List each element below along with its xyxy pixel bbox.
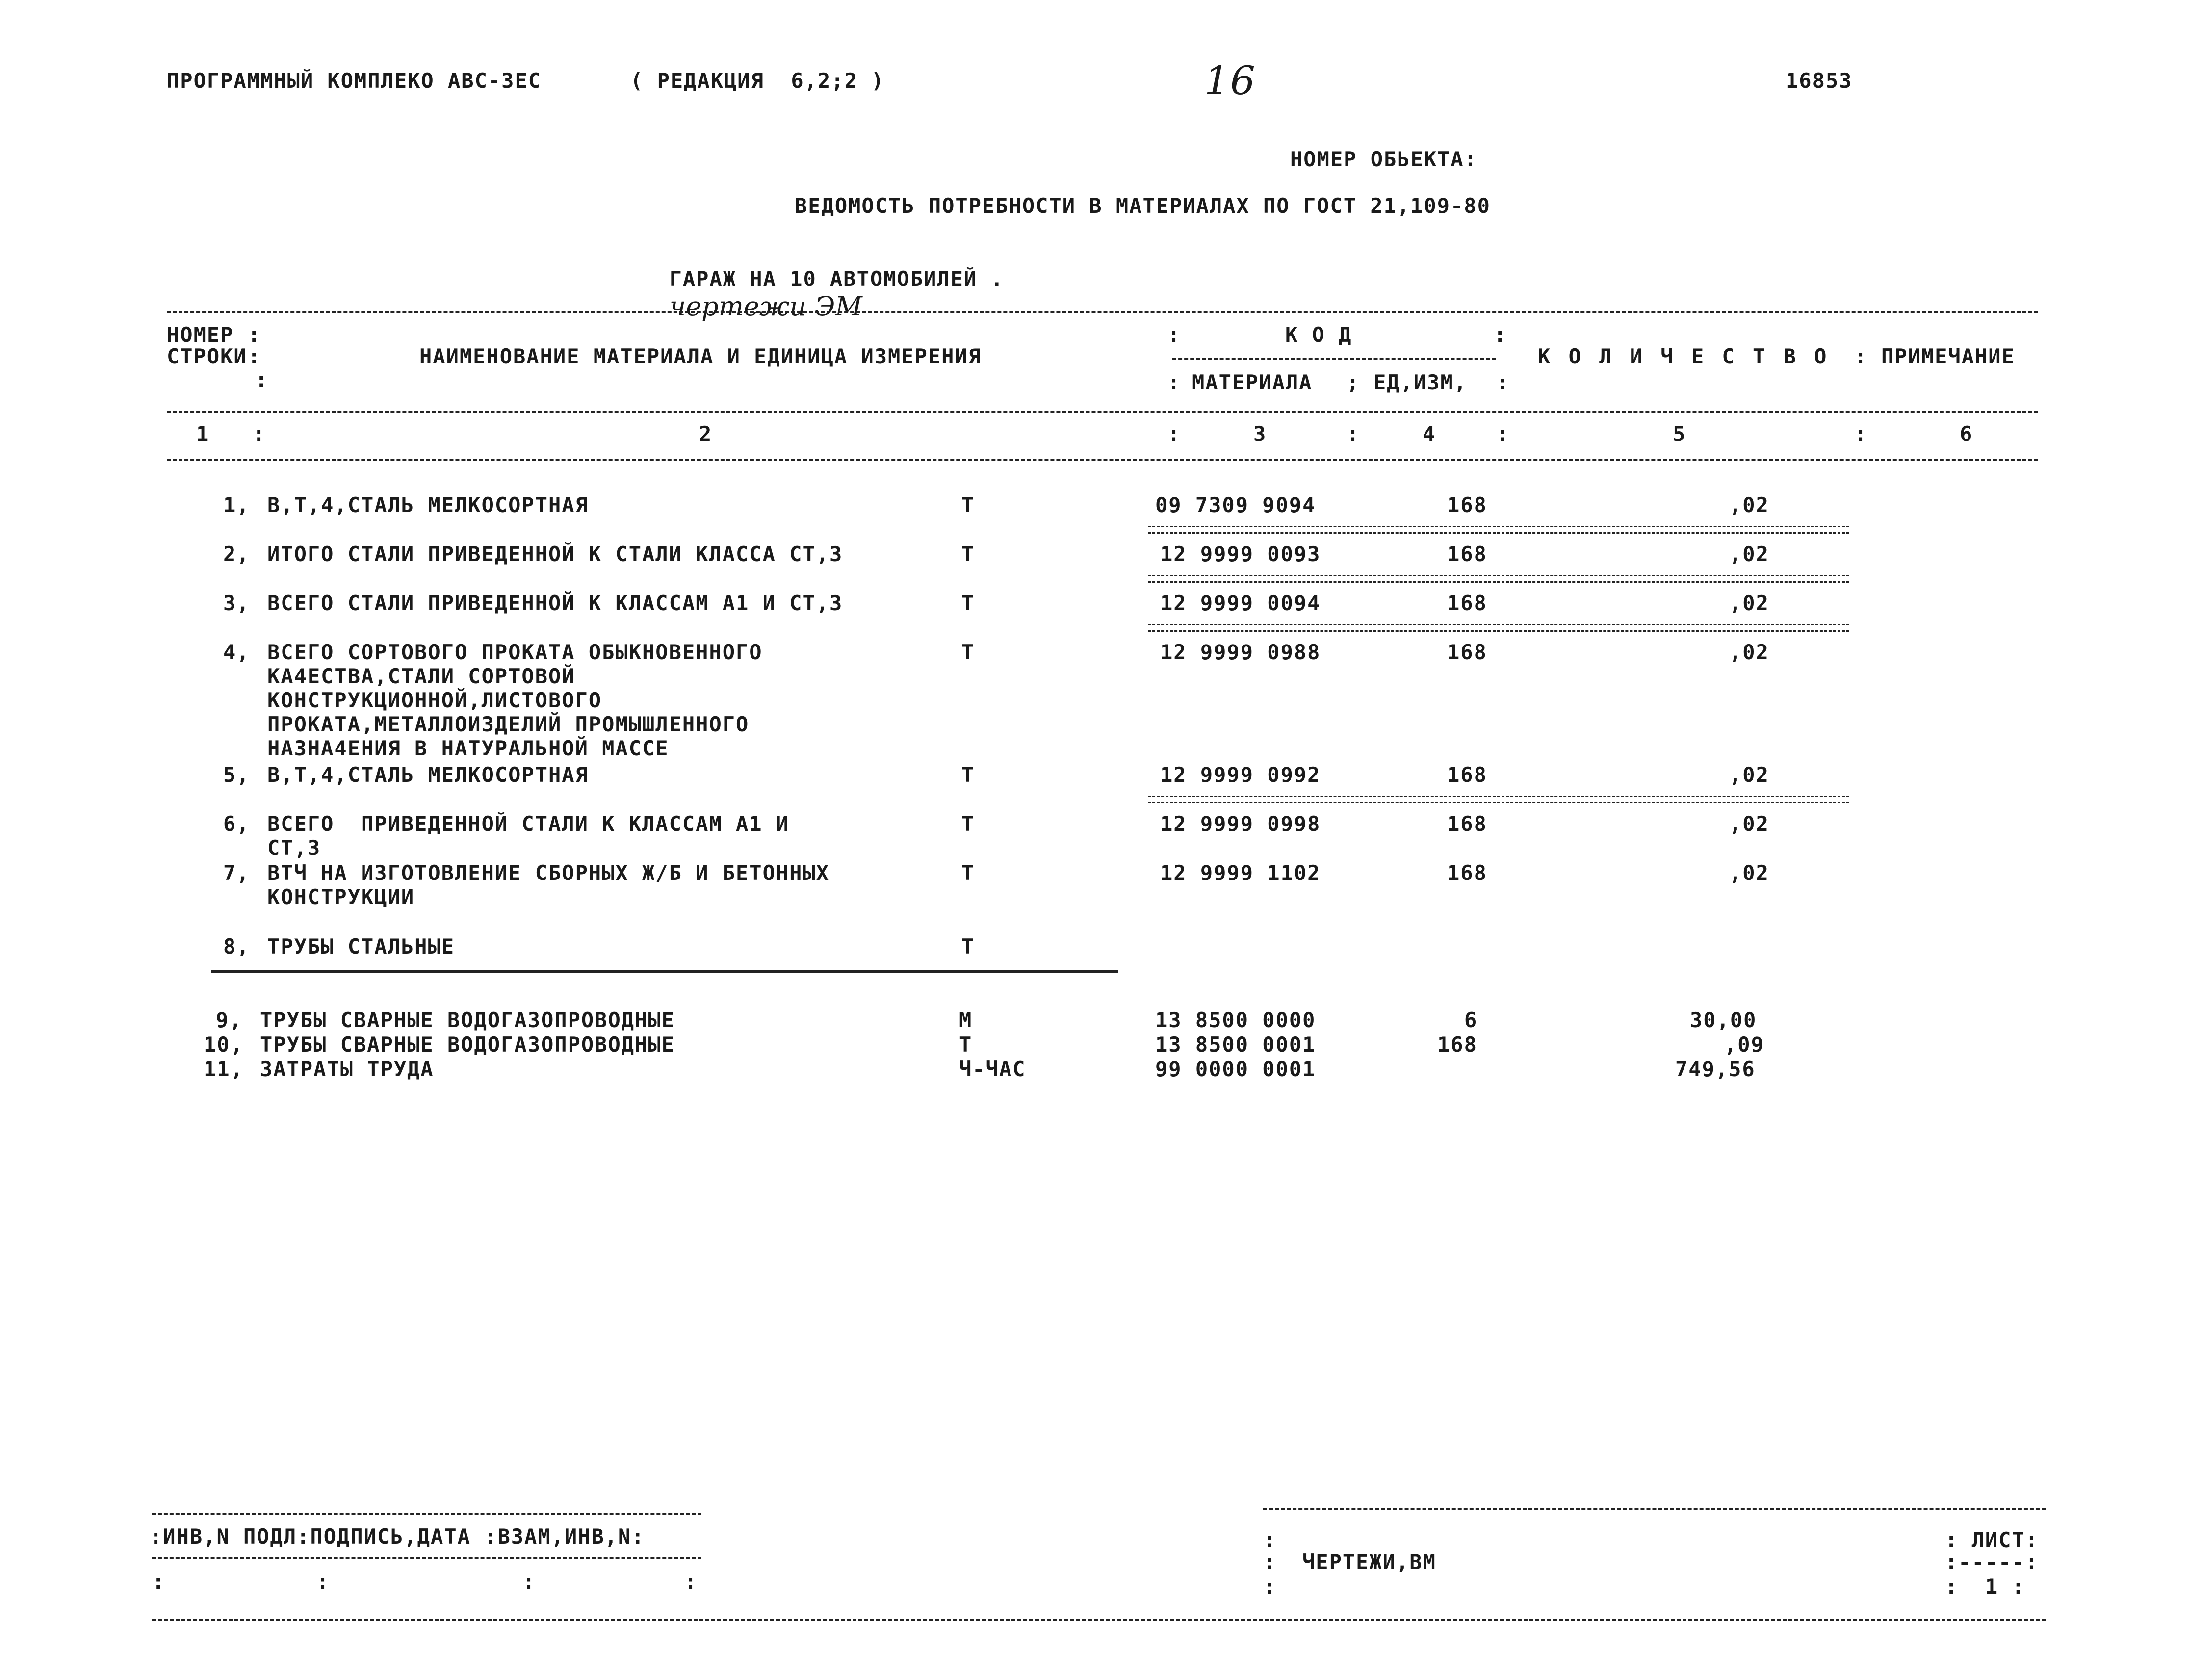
quantity: ,02 xyxy=(1729,861,1769,885)
footer-left-labels: :ИНВ,N ПОДЛ:ПОДПИСЬ,ДАТА :ВЗАМ,ИНВ,N: xyxy=(150,1525,645,1549)
sheet-number: 1 xyxy=(1985,1575,1999,1599)
unit: Т xyxy=(961,493,975,517)
col-sep: ; xyxy=(1347,370,1360,394)
unit-code: 168 xyxy=(1447,812,1487,836)
page-title: ВЕДОМОСТЬ ПОТРЕБНОСТИ В МАТЕРИАЛАХ ПО ГОСТ 21,109-80 xyxy=(795,194,1491,218)
row-number: 6, xyxy=(223,812,250,836)
code-sub-rule xyxy=(1172,358,1496,360)
col-sep: : xyxy=(1496,370,1510,394)
unit: Т xyxy=(961,763,975,787)
unit: Т xyxy=(959,1033,973,1057)
col-sep: : xyxy=(1167,370,1181,394)
inv-label: ИНВ,N ПОДЛ xyxy=(163,1525,297,1549)
footer-left-top-rule xyxy=(152,1513,701,1515)
col-note-header: ПРИМЕЧАНИЕ xyxy=(1881,344,2015,368)
material-code: 12 9999 0094 xyxy=(1160,591,1321,615)
unit: Т xyxy=(961,861,975,885)
quantity: ,02 xyxy=(1729,640,1769,664)
col-sep: : xyxy=(248,344,261,368)
subtitle xyxy=(643,243,1004,322)
material-name-line: КА4ЕСТВА,СТАЛИ СОРТОВОЙ xyxy=(267,664,575,688)
material-code: 12 9999 0988 xyxy=(1160,640,1321,664)
material-code: 12 9999 0998 xyxy=(1160,812,1321,836)
unit: Т xyxy=(961,591,975,615)
material-name xyxy=(267,812,789,860)
col-sep: : xyxy=(1494,323,1507,347)
col-sep: : xyxy=(1854,344,1868,368)
material-code: 99 0000 0001 xyxy=(1155,1057,1316,1081)
row-number: 8, xyxy=(223,934,250,958)
row-number: 9, xyxy=(216,1008,243,1032)
quantity: 749,56 xyxy=(1675,1057,1756,1081)
row-number: 11, xyxy=(204,1057,244,1081)
unit-code: 168 xyxy=(1437,1033,1477,1057)
material-code: 12 9999 0992 xyxy=(1160,763,1321,787)
handwritten-page-number: 16 xyxy=(1204,58,1256,103)
col-sep: : xyxy=(1167,323,1181,347)
material-name-line: ВСЕГО ПРИВЕДЕННОЙ СТАЛИ К КЛАССАМ А1 И xyxy=(267,812,790,836)
unit-code: 168 xyxy=(1447,640,1487,664)
edition: ( РЕДАКЦИЯ 6,2;2 ) xyxy=(630,69,885,93)
material-name-line: СТ,3 xyxy=(267,836,321,860)
col-num-4: 4 xyxy=(1423,422,1436,446)
col-sep: : xyxy=(1263,1550,1277,1574)
material-name-line: КОНСТРУКЦИИ xyxy=(267,885,415,909)
col-num-5: 5 xyxy=(1673,422,1686,446)
subtitle-printed: ГАРАЖ НА 10 АВТОМОБИЛЕЙ . xyxy=(669,267,1004,291)
sheet-label: : ЛИСТ: xyxy=(1945,1528,2039,1552)
col-num-3: 3 xyxy=(1253,422,1267,446)
footer-bottom-rule xyxy=(152,1619,2046,1621)
row-number: 10, xyxy=(204,1033,244,1057)
material-name: В,Т,4,СТАЛЬ МЕЛКОСОРТНАЯ xyxy=(267,763,589,787)
unit: М xyxy=(959,1008,973,1032)
material-code: 13 8500 0000 xyxy=(1155,1008,1316,1032)
quantity: 30,00 xyxy=(1690,1008,1757,1032)
material-name xyxy=(267,861,829,909)
material-name-line: ПРОКАТА,МЕТАЛЛОИЗДЕЛИЙ ПРОМЫШЛЕННОГО xyxy=(267,712,750,736)
unit: Т xyxy=(961,812,975,836)
col-sep: : xyxy=(1347,422,1360,446)
quantity: ,02 xyxy=(1729,542,1769,566)
row-number: 3, xyxy=(223,591,250,615)
material-name: ТРУБЫ СВАРНЫЕ ВОДОГАЗОПРОВОДНЫЕ xyxy=(260,1033,675,1057)
material-name-line: НАЗНА4ЕНИЯ В НАТУРАЛЬНОЙ МАССЕ xyxy=(267,736,669,760)
col-num-1: 1 xyxy=(196,422,210,446)
sheet-number-cell: : 1 : xyxy=(1945,1575,2025,1599)
col-sep: : xyxy=(1854,422,1868,446)
material-name: ИТОГО СТАЛИ ПРИВЕДЕННОЙ К СТАЛИ КЛАССА СТ,3 xyxy=(267,542,843,566)
header-mid-rule xyxy=(167,411,2038,413)
col-num-2: 2 xyxy=(699,422,713,446)
col-sep: : xyxy=(248,323,261,347)
header-bottom-rule xyxy=(167,459,2038,461)
program-name: ПРОГРАММНЫЙ КОМПЛЕКО АВС-ЗЕС xyxy=(167,69,542,93)
unit-code: 168 xyxy=(1447,591,1487,615)
row-number: 4, xyxy=(223,640,250,664)
double-rule xyxy=(1148,796,1849,803)
row-number: 5, xyxy=(223,763,250,787)
col-sep: : xyxy=(1496,422,1510,446)
unit-code: 168 xyxy=(1447,493,1487,517)
quantity: ,02 xyxy=(1729,591,1769,615)
col-material-header: МАТЕРИАЛА xyxy=(1192,370,1313,394)
unit: Т xyxy=(961,640,975,664)
unit-code: 168 xyxy=(1447,861,1487,885)
material-name: В,Т,4,СТАЛЬ МЕЛКОСОРТНАЯ xyxy=(267,493,589,517)
col-row-number-l1: НОМЕР xyxy=(167,323,234,347)
footer-right-top-rule xyxy=(1263,1508,2046,1510)
material-code: 12 9999 0093 xyxy=(1160,542,1321,566)
material-code: 09 7309 9094 xyxy=(1155,493,1316,517)
row-number: 1, xyxy=(223,493,250,517)
material-name-line: КОНСТРУКЦИОННОЙ,ЛИСТОВОГО xyxy=(267,688,602,712)
unit-code: 168 xyxy=(1447,763,1487,787)
double-rule xyxy=(1148,575,1849,583)
footer-left-mid-rule xyxy=(152,1557,701,1559)
material-name: ВСЕГО СТАЛИ ПРИВЕДЕННОЙ К КЛАССАМ А1 И СТ,3 xyxy=(267,591,843,615)
col-sep: : xyxy=(522,1570,536,1594)
quantity: ,02 xyxy=(1729,763,1769,787)
material-name-line: ВТЧ НА ИЗГОТОВЛЕНИЕ СБОРНЫХ Ж/Б И БЕТОННЫХ xyxy=(267,861,830,885)
col-sep: : xyxy=(684,1570,698,1594)
header-top-rule xyxy=(167,311,2038,313)
sign-label: ПОДПИСЬ,ДАТА xyxy=(310,1525,471,1549)
col-quantity-header: К О Л И Ч Е С Т В О xyxy=(1538,344,1830,368)
sheet-label-text: ЛИСТ xyxy=(1971,1528,2025,1552)
double-rule xyxy=(1148,624,1849,632)
drawings-label: ЧЕРТЕЖИ,ВМ xyxy=(1302,1550,1436,1574)
unit-code: 6 xyxy=(1464,1008,1478,1032)
quantity: ,02 xyxy=(1729,812,1769,836)
col-sep: : xyxy=(1263,1528,1277,1552)
col-sep: : xyxy=(1167,422,1181,446)
col-sep: : xyxy=(255,368,269,392)
col-num-6: 6 xyxy=(1960,422,1973,446)
double-rule xyxy=(1148,526,1849,534)
col-row-number-l2: СТРОКИ xyxy=(167,344,247,368)
material-name-line: ВСЕГО СОРТОВОГО ПРОКАТА ОБЫКНОВЕННОГО xyxy=(267,640,763,664)
subtitle-handwritten: чертежи ЭМ xyxy=(669,291,862,322)
quantity: ,09 xyxy=(1724,1033,1764,1057)
doc-number: 16853 xyxy=(1786,69,1853,93)
material-code: 13 8500 0001 xyxy=(1155,1033,1316,1057)
sheet-sub-rule: :-----: xyxy=(1945,1550,2039,1574)
col-sep: : xyxy=(152,1570,166,1594)
section-rule xyxy=(211,970,1118,973)
material-name xyxy=(267,640,763,760)
material-name: ЗАТРАТЫ ТРУДА xyxy=(260,1057,434,1081)
material-code: 12 9999 1102 xyxy=(1160,861,1321,885)
col-code-header: К О Д xyxy=(1285,323,1352,347)
col-sep: : xyxy=(253,422,266,446)
quantity: ,02 xyxy=(1729,493,1769,517)
col-name-header: НАИМЕНОВАНИЕ МАТЕРИАЛА И ЕДИНИЦА ИЗМЕРЕНИЯ xyxy=(419,344,982,368)
col-sep: : xyxy=(316,1570,330,1594)
col-sep: : xyxy=(1263,1575,1277,1599)
material-name: ТРУБЫ СТАЛЬНЫЕ xyxy=(267,934,455,958)
unit: Т xyxy=(961,934,975,958)
unit: Ч-ЧАС xyxy=(959,1057,1026,1081)
unit-code: 168 xyxy=(1447,542,1487,566)
object-number-label: НОМЕР ОБЬЕКТА: xyxy=(1290,147,1478,171)
row-number: 7, xyxy=(223,861,250,885)
material-name: ТРУБЫ СВАРНЫЕ ВОДОГАЗОПРОВОДНЫЕ xyxy=(260,1008,675,1032)
row-number: 2, xyxy=(223,542,250,566)
unit: Т xyxy=(961,542,975,566)
vzam-label: ВЗАМ,ИНВ,N xyxy=(497,1525,632,1549)
col-unit-header: ЕД,ИЗМ, xyxy=(1373,370,1468,394)
